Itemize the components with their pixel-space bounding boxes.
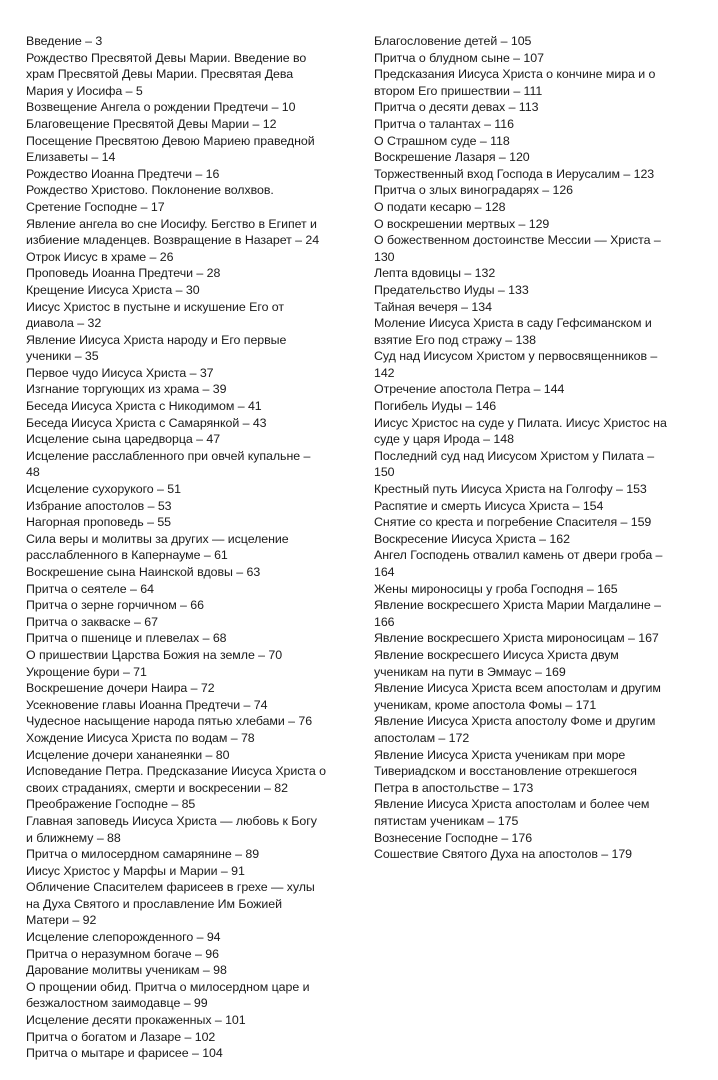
toc-entry-line: Рождество Христово. Поклонение волхвов.: [26, 183, 274, 198]
toc-entry-line: Исцеление расслабленного при овчей купальне –: [26, 448, 311, 463]
toc-entry-line: Исповедание Петра. Предсказание Иисуса Христа о: [26, 764, 326, 779]
toc-entry-line: Явление Иисуса Христа апостолу Фоме и другим: [374, 714, 656, 729]
toc-entry: [26, 796, 342, 813]
toc-entry-line: Сила веры и молитвы за других — исцеление: [26, 531, 289, 546]
toc-entry: [26, 398, 342, 415]
toc-entry-line: 130: [374, 249, 395, 264]
toc-entry-line: Моление Иисуса Христа в саду Гефсиманском и: [374, 316, 652, 331]
toc-entry-line: Петра в апостольстве – 173: [374, 780, 534, 795]
toc-entry-line: Сретение Господне – 17: [26, 199, 165, 214]
toc-entry: [374, 232, 672, 265]
toc-entry: [374, 448, 672, 481]
toc-entry: [26, 166, 342, 183]
toc-entry: [374, 514, 672, 531]
toc-entry-line: Крещение Иисуса Христа – 30: [26, 282, 200, 297]
toc-entry: [374, 216, 672, 233]
toc-entry-line: Притча о мытаре и фарисее – 104: [26, 1046, 223, 1061]
toc-entry: [26, 979, 342, 1012]
toc-entry-line: Благовещение Пресвятой Девы Марии – 12: [26, 116, 277, 131]
toc-entry: [26, 415, 342, 432]
toc-entry-line: ученики – 35: [26, 349, 99, 364]
toc-entry-line: О Страшном суде – 118: [374, 133, 510, 148]
toc-entry-line: Явление воскресшего Христа Марии Магдалине –: [374, 598, 661, 613]
toc-entry-line: 166: [374, 614, 395, 629]
toc-entry-line: Притча о сеятеле – 64: [26, 581, 154, 596]
toc-entry: [26, 1045, 342, 1062]
toc-entry: [26, 664, 342, 681]
toc-entry: [374, 796, 672, 829]
toc-entry: [374, 498, 672, 515]
toc-entry-line: Елизаветы – 14: [26, 150, 116, 165]
toc-entry-line: О прощении обид. Притча о милосердном царе и: [26, 979, 310, 994]
toc-entry: [26, 332, 342, 365]
toc-entry: [374, 630, 672, 647]
toc-entry-line: Притча о десяти девах – 113: [374, 100, 539, 115]
toc-entry: [26, 713, 342, 730]
toc-entry-line: Лепта вдовицы – 132: [374, 266, 496, 281]
toc-entry: [374, 348, 672, 381]
toc-entry-line: Исцеление слепорожденного – 94: [26, 930, 221, 945]
toc-entry-line: Явление Иисуса Христа всем апостолам и другим: [374, 681, 661, 696]
toc-entry: [26, 747, 342, 764]
toc-entry-line: Рождество Пресвятой Девы Марии. Введение во: [26, 50, 307, 65]
toc-entry-line: Явление Иисуса Христа апостолам и более чем: [374, 797, 650, 812]
toc-entry: [26, 116, 342, 133]
toc-entry: [26, 1012, 342, 1029]
toc-entry-line: Предсказания Иисуса Христа о кончине мира и о: [374, 67, 656, 82]
toc-entry-line: Притча о зерне горчичном – 66: [26, 598, 204, 613]
toc-entry: [26, 216, 342, 249]
toc-entry-line: Предательство Иуды – 133: [374, 282, 529, 297]
toc-entry-line: Торжественный вход Господа в Иерусалим – 123: [374, 166, 655, 181]
toc-entry-line: Иисус Христос в пустыне и искушение Его от: [26, 299, 285, 314]
toc-entry-line: Тайная вечеря – 134: [374, 299, 492, 314]
toc-entry-line: Первое чудо Иисуса Христа – 37: [26, 365, 214, 380]
toc-entry: [374, 680, 672, 713]
toc-entry-line: Проповедь Иоанна Предтечи – 28: [26, 266, 221, 281]
toc-entry: [26, 431, 342, 448]
toc-entry: [26, 448, 342, 481]
toc-entry: [26, 498, 342, 515]
toc-entry: [374, 830, 672, 847]
toc-entry: [374, 415, 672, 448]
toc-entry-line: О божественном достоинстве Мессии — Христа –: [374, 233, 661, 248]
toc-entry-line: Иисус Христос на суде у Пилата. Иисус Христос на: [374, 415, 667, 430]
toc-entry: [374, 166, 672, 183]
toc-entry: [374, 647, 672, 680]
toc-entry: [26, 630, 342, 647]
toc-entry: [26, 763, 342, 796]
toc-entry-line: апостолам – 172: [374, 730, 470, 745]
toc-entry-line: Посещение Пресвятою Девою Мариею праведной: [26, 133, 315, 148]
toc-entry-line: Преображение Господне – 85: [26, 797, 196, 812]
toc-entry-line: Притча о закваске – 67: [26, 614, 158, 629]
toc-entry-line: 150: [374, 465, 395, 480]
toc-entry-line: Явление воскресшего Христа мироносицам – 167: [374, 631, 659, 646]
toc-entry-line: Иисус Христос у Марфы и Марии – 91: [26, 863, 245, 878]
toc-entry: [26, 581, 342, 598]
toc-entry: [26, 299, 342, 332]
toc-entry: [26, 249, 342, 266]
toc-entry-line: своих страданиях, смерти и воскресении – 82: [26, 780, 288, 795]
toc-entry-line: Главная заповедь Иисуса Христа — любовь к Богу: [26, 813, 317, 828]
toc-entry: [26, 514, 342, 531]
toc-entry: [26, 962, 342, 979]
toc-entry-line: Воскресение Иисуса Христа – 162: [374, 531, 570, 546]
toc-entry-line: Притча о милосердном самарянине – 89: [26, 847, 260, 862]
toc-entry-line: Укрощение бури – 71: [26, 664, 147, 679]
toc-entry-line: Притча о злых виноградарях – 126: [374, 183, 573, 198]
toc-entry-line: храм Пресвятой Девы Марии. Пресвятая Дева: [26, 67, 294, 82]
toc-entry: [374, 116, 672, 133]
toc-entry-line: Мария у Иосифа – 5: [26, 83, 143, 98]
toc-entry: [374, 33, 672, 50]
toc-entry: [26, 182, 342, 199]
toc-entry: [374, 182, 672, 199]
toc-entry-line: Возвещение Ангела о рождении Предтечи – 10: [26, 100, 296, 115]
toc-entry-line: Рождество Иоанна Предтечи – 16: [26, 166, 220, 181]
toc-entry: [374, 531, 672, 548]
toc-entry-line: Исцеление сухорукого – 51: [26, 482, 181, 497]
toc-entry-line: Явление Иисуса Христа народу и Его первые: [26, 332, 287, 347]
toc-entry-line: Отрок Иисус в храме – 26: [26, 249, 174, 264]
toc-entry: [26, 50, 342, 100]
toc-entry-line: Чудесное насыщение народа пятью хлебами – 76: [26, 714, 313, 729]
toc-entry: [26, 99, 342, 116]
toc-entry-line: Явление ангела во сне Иосифу. Бегство в Египет и: [26, 216, 317, 231]
toc-entry-line: Беседа Иисуса Христа с Никодимом – 41: [26, 399, 262, 414]
toc-entry: [26, 597, 342, 614]
toc-entry-line: Отречение апостола Петра – 144: [374, 382, 565, 397]
toc-entry-line: О подати кесарю – 128: [374, 199, 506, 214]
toc-entry: [26, 929, 342, 946]
toc-entry: [374, 315, 672, 348]
toc-entry: [26, 680, 342, 697]
toc-entry-line: О пришествии Царства Божия на земле – 70: [26, 647, 283, 662]
toc-entry-line: Снятие со креста и погребение Спасителя – 159: [374, 515, 652, 530]
toc-entry-line: Изгнание торгующих из храма – 39: [26, 382, 227, 397]
toc-entry: [26, 365, 342, 382]
toc-entry-line: Усекновение главы Иоанна Предтечи – 74: [26, 697, 268, 712]
toc-entry: [26, 946, 342, 963]
toc-entry-line: Исцеление сына царедворца – 47: [26, 432, 221, 447]
toc-entry-line: ученикам, кроме апостола Фомы – 171: [374, 697, 597, 712]
toc-entry: [374, 846, 672, 863]
toc-entry-line: Распятие и смерть Иисуса Христа – 154: [374, 498, 604, 513]
toc-entry-line: Нагорная проповедь – 55: [26, 515, 172, 530]
toc-entry: [374, 299, 672, 316]
toc-entry-line: Вознесение Господне – 176: [374, 830, 533, 845]
toc-entry-line: 164: [374, 565, 395, 579]
toc-entry-line: Исцеление дочери хананеянки – 80: [26, 747, 230, 762]
toc-entry: [374, 199, 672, 216]
toc-entry-line: 48: [26, 465, 40, 480]
toc-entry: [374, 282, 672, 299]
toc-entry-line: ученикам на пути в Эммаус – 169: [374, 664, 566, 679]
toc-entry-line: Явление воскресшего Иисуса Христа двум: [374, 647, 619, 662]
toc-entry-line: Жены мироносицы у гроба Господня – 165: [374, 581, 618, 596]
toc-column-left: [26, 33, 342, 1062]
toc-entry: [374, 398, 672, 415]
toc-entry-line: Ангел Господень отвалил камень от двери гроба –: [374, 548, 663, 563]
toc-entry-line: на Духа Святого и прославление Им Божией: [26, 896, 282, 911]
toc-entry-line: Беседа Иисуса Христа с Самарянкой – 43: [26, 415, 267, 430]
toc-entry: [374, 50, 672, 67]
toc-entry: [26, 846, 342, 863]
toc-entry-line: Притча о пшенице и плевелах – 68: [26, 631, 227, 646]
toc-entry: [374, 481, 672, 498]
toc-entry: [374, 713, 672, 746]
toc-entry-line: Суд над Иисусом Христом у первосвященников –: [374, 349, 658, 364]
toc-entry: [26, 133, 342, 166]
toc-entry-line: Воскрешение дочери Наира – 72: [26, 681, 215, 696]
toc-entry: [26, 381, 342, 398]
toc-entry: [26, 614, 342, 631]
toc-entry-line: 142: [374, 365, 395, 380]
toc-entry: [26, 863, 342, 880]
toc-entry-line: безжалостном заимодавце – 99: [26, 996, 208, 1011]
toc-entry-line: Последний суд над Иисусом Христом у Пилата –: [374, 448, 655, 463]
toc-entry: [374, 381, 672, 398]
toc-entry-line: суде у царя Ирода – 148: [374, 432, 514, 447]
toc-entry: [26, 531, 342, 564]
toc-entry: [26, 697, 342, 714]
toc-entry-line: Явление Иисуса Христа ученикам при море: [374, 747, 626, 762]
toc-entry: [26, 730, 342, 747]
toc-entry: [26, 813, 342, 846]
toc-column-right: [374, 33, 672, 863]
toc-entry: [26, 481, 342, 498]
toc-entry-line: Обличение Спасителем фарисеев в грехе — хулы: [26, 880, 315, 895]
toc-entry-line: Притча о блудном сыне – 107: [374, 50, 544, 65]
toc-entry-line: О воскрешении мертвых – 129: [374, 216, 550, 231]
toc-entry-line: Матери – 92: [26, 913, 97, 928]
toc-entry-line: пятистам ученикам – 175: [374, 813, 519, 828]
toc-entry-line: Притча о неразумном богаче – 96: [26, 946, 219, 961]
toc-entry: [374, 265, 672, 282]
toc-entry: [374, 747, 672, 797]
toc-entry: [26, 647, 342, 664]
toc-entry: [374, 66, 672, 99]
toc-entry: [26, 199, 342, 216]
table-of-contents: [26, 33, 706, 1062]
toc-entry-line: расслабленного в Капернауме – 61: [26, 548, 228, 563]
toc-entry-line: диавола – 32: [26, 316, 102, 331]
toc-entry-line: Крестный путь Иисуса Христа на Голгофу – 153: [374, 482, 647, 497]
toc-entry: [374, 149, 672, 166]
toc-entry: [26, 265, 342, 282]
toc-entry: [374, 581, 672, 598]
toc-entry-line: втором Его пришествии – 111: [374, 83, 543, 98]
toc-entry-line: Воскрешение сына Наинской вдовы – 63: [26, 565, 261, 579]
toc-entry-line: Дарование молитвы ученикам – 98: [26, 963, 227, 978]
toc-entry-line: взятие Его под стражу – 138: [374, 332, 536, 347]
toc-entry-line: Хождение Иисуса Христа по водам – 78: [26, 730, 255, 745]
toc-entry-line: Сошествие Святого Духа на апостолов – 179: [374, 847, 632, 862]
toc-entry: [26, 564, 342, 581]
toc-entry-line: и ближнему – 88: [26, 830, 121, 845]
toc-entry-line: Притча о богатом и Лазаре – 102: [26, 1029, 216, 1044]
toc-entry: [374, 597, 672, 630]
toc-entry-line: Притча о талантах – 116: [374, 116, 514, 131]
toc-entry-line: избиение младенцев. Возвращение в Назарет – 24: [26, 233, 320, 248]
toc-entry: [374, 133, 672, 150]
toc-entry: [26, 33, 342, 50]
toc-entry-line: Благословение детей – 105: [374, 34, 532, 48]
toc-entry: [374, 99, 672, 116]
toc-entry: [26, 282, 342, 299]
toc-entry-line: Избрание апостолов – 53: [26, 498, 172, 513]
toc-entry-line: Тивериадском и восстановление отрекшегося: [374, 764, 637, 779]
toc-entry-line: Введение – 3: [26, 34, 103, 48]
toc-entry: [374, 547, 672, 580]
toc-entry: [26, 1029, 342, 1046]
toc-entry-line: Воскрешение Лазаря – 120: [374, 150, 530, 165]
toc-entry-line: Погибель Иуды – 146: [374, 399, 497, 414]
toc-entry: [26, 879, 342, 929]
toc-entry-line: Исцеление десяти прокаженных – 101: [26, 1013, 246, 1028]
